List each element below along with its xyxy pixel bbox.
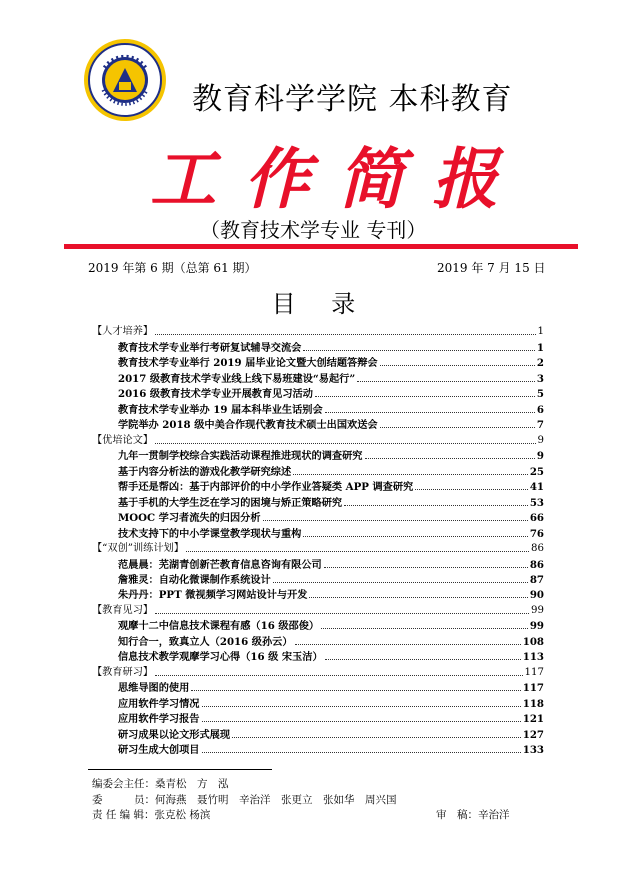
- toc-leader-dots: [303, 536, 527, 537]
- toc-leader-dots: [186, 551, 529, 552]
- toc-leader-dots: [155, 334, 535, 335]
- table-of-contents: [92, 324, 544, 757]
- toc-page-number: 2: [536, 357, 544, 370]
- toc-page-number: 117: [522, 682, 544, 695]
- toc-entry-title: 信息技术教学观摩学习心得（16 级 宋玉洁）: [118, 651, 323, 664]
- toc-leader-dots: [324, 567, 528, 568]
- toc-section[interactable]: [92, 432, 544, 447]
- toc-leader-dots: [325, 659, 521, 660]
- red-divider: [64, 244, 578, 249]
- toc-entry-title: 教育技术学专业举行考研复试辅导交流会: [118, 341, 302, 354]
- toc-entry-title: 教育技术学专业举办 19 届本科毕业生话别会: [118, 403, 323, 416]
- toc-page-number: 5: [536, 388, 544, 401]
- toc-page-number: 9: [536, 450, 544, 463]
- toc-entry-title: 【教育见习】: [92, 604, 154, 616]
- footer-divider: [88, 769, 272, 770]
- toc-leader-dots: [380, 427, 535, 428]
- toc-page-number: 99: [529, 620, 544, 633]
- toc-item[interactable]: [92, 417, 544, 432]
- toc-leader-dots: [321, 628, 528, 629]
- toc-item[interactable]: [92, 386, 544, 401]
- toc-item[interactable]: [92, 572, 544, 587]
- toc-entry-title: 范晨晨：芜湖青创新芒教育信息咨询有限公司: [118, 558, 322, 571]
- toc-section[interactable]: [92, 602, 544, 617]
- toc-page-number: 7: [536, 419, 544, 432]
- toc-entry-title: 2016 级教育技术学专业开展教育见习活动: [118, 388, 313, 401]
- toc-item[interactable]: [92, 649, 544, 664]
- toc-page-number: 127: [522, 728, 544, 741]
- toc-entry-title: 【教育研习】: [92, 666, 154, 678]
- toc-entry-title: 应用软件学习报告: [118, 713, 200, 726]
- subtitle: （教育技术学专业 专刊）: [200, 218, 427, 242]
- toc-page-number: 41: [529, 481, 544, 494]
- toc-leader-dots: [365, 458, 535, 459]
- issue-date: 2019 年 7 月 15 日: [437, 261, 546, 275]
- toc-leader-dots: [202, 752, 521, 753]
- toc-leader-dots: [325, 412, 535, 413]
- toc-entry-title: 【“双创”训练计划】: [92, 543, 184, 555]
- toc-entry-title: 研习生成大创项目: [118, 744, 200, 757]
- toc-entry-title: 基于内容分析法的游戏化教学研究综述: [118, 465, 292, 478]
- toc-item[interactable]: [92, 355, 544, 370]
- toc-title: 目 录: [271, 290, 370, 318]
- toc-item[interactable]: [92, 618, 544, 633]
- header-title: 教育科学学院 本科教育: [192, 82, 513, 117]
- toc-page-number: 9: [537, 434, 544, 446]
- toc-page-number: 117: [524, 666, 544, 678]
- toc-page-number: 1: [537, 326, 544, 338]
- toc-item[interactable]: [92, 726, 544, 741]
- toc-page-number: 90: [529, 589, 544, 602]
- main-title: 工作简报: [150, 140, 526, 218]
- toc-page-number: 1: [536, 341, 544, 354]
- toc-leader-dots: [232, 737, 521, 738]
- editorial-board-chair: 编委会主任：桑青松 方 泓: [92, 778, 229, 790]
- toc-item[interactable]: [92, 633, 544, 648]
- toc-page-number: 121: [522, 713, 544, 726]
- toc-leader-dots: [202, 706, 521, 707]
- toc-item[interactable]: [92, 525, 544, 540]
- toc-item[interactable]: [92, 479, 544, 494]
- toc-item[interactable]: [92, 448, 544, 463]
- toc-leader-dots: [155, 443, 535, 444]
- toc-leader-dots: [295, 644, 521, 645]
- toc-leader-dots: [263, 520, 528, 521]
- toc-entry-title: 学院举办 2018 级中美合作现代教育技术硕士出国欢送会: [118, 419, 378, 432]
- reviewer: 审 稿：辛治洋: [436, 809, 510, 821]
- toc-page-number: 108: [522, 635, 544, 648]
- toc-section[interactable]: [92, 541, 544, 556]
- toc-item[interactable]: [92, 587, 544, 602]
- toc-page-number: 66: [529, 512, 544, 525]
- toc-item[interactable]: [92, 494, 544, 509]
- toc-leader-dots: [415, 489, 528, 490]
- toc-item[interactable]: [92, 556, 544, 571]
- toc-entry-title: 研习成果以论文形式展现: [118, 728, 231, 741]
- toc-entry-title: 【优培论文】: [92, 434, 154, 446]
- toc-entry-title: 技术支持下的中小学课堂教学现状与重构: [118, 527, 302, 540]
- toc-entry-title: 2017 级教育技术学专业线上线下易班建设“易起行”: [118, 372, 356, 385]
- toc-leader-dots: [293, 474, 528, 475]
- toc-entry-title: 九年一贯制学校综合实践活动课程推进现状的调查研究: [118, 450, 363, 463]
- toc-entry-title: 应用软件学习情况: [118, 697, 200, 710]
- toc-entry-title: 教育技术学专业举行 2019 届毕业论文暨大创结题答辩会: [118, 357, 378, 370]
- editorial-board-members: 委 员：何海燕 聂竹明 辛治洋 张更立 张如华 周兴国: [92, 794, 397, 806]
- toc-page-number: 118: [522, 697, 544, 710]
- toc-entry-title: 基于手机的大学生泛在学习的困境与矫正策略研究: [118, 496, 343, 509]
- toc-page-number: 3: [536, 372, 544, 385]
- toc-entry-title: 【人才培养】: [92, 326, 154, 338]
- toc-entry-title: 知行合一，致真立人（2016 级孙云）: [118, 635, 293, 648]
- issue-number: 2019 年第 6 期（总第 61 期）: [88, 261, 257, 275]
- toc-leader-dots: [344, 505, 528, 506]
- toc-entry-title: 詹雅灵：自动化微课制作系统设计: [118, 573, 271, 586]
- toc-page-number: 99: [531, 604, 544, 616]
- toc-page-number: 76: [529, 527, 544, 540]
- toc-item[interactable]: [92, 695, 544, 710]
- toc-page-number: 86: [531, 543, 544, 555]
- toc-entry-title: 思维导图的使用: [118, 682, 190, 695]
- toc-leader-dots: [202, 721, 521, 722]
- toc-entry-title: 观摩十二中信息技术课程有感（16 级邵俊）: [118, 620, 320, 633]
- toc-leader-dots: [315, 396, 535, 397]
- toc-page-number: 25: [529, 465, 544, 478]
- toc-leader-dots: [155, 613, 529, 614]
- toc-item[interactable]: [92, 742, 544, 757]
- university-logo: [83, 38, 167, 122]
- toc-leader-dots: [155, 675, 522, 676]
- toc-page-number: 86: [529, 558, 544, 571]
- toc-section[interactable]: [92, 324, 544, 339]
- toc-leader-dots: [303, 350, 535, 351]
- toc-page-number: 6: [536, 403, 544, 416]
- toc-item[interactable]: [92, 711, 544, 726]
- toc-leader-dots: [309, 597, 527, 598]
- toc-leader-dots: [191, 690, 520, 691]
- toc-entry-title: MOOC 学习者流失的归因分析: [118, 512, 261, 525]
- toc-page-number: 87: [529, 573, 544, 586]
- toc-entry-title: 朱丹丹：PPT 微视频学习网站设计与开发: [118, 589, 308, 602]
- toc-item[interactable]: [92, 510, 544, 525]
- responsible-editors: 责 任 编 辑：张克松 杨滨: [92, 809, 211, 821]
- toc-item[interactable]: [92, 339, 544, 354]
- toc-section[interactable]: [92, 664, 544, 679]
- toc-leader-dots: [357, 381, 535, 382]
- toc-leader-dots: [273, 582, 528, 583]
- toc-entry-title: 帮手还是帮凶：基于内部评价的中小学作业答疑类 APP 调查研究: [118, 481, 414, 494]
- toc-item[interactable]: [92, 463, 544, 478]
- toc-page-number: 113: [522, 651, 544, 664]
- toc-item[interactable]: [92, 370, 544, 385]
- university-seal-icon: [83, 38, 167, 122]
- toc-item[interactable]: [92, 401, 544, 416]
- toc-page-number: 53: [529, 496, 544, 509]
- toc-item[interactable]: [92, 680, 544, 695]
- toc-leader-dots: [380, 365, 535, 366]
- toc-page-number: 133: [522, 744, 544, 757]
